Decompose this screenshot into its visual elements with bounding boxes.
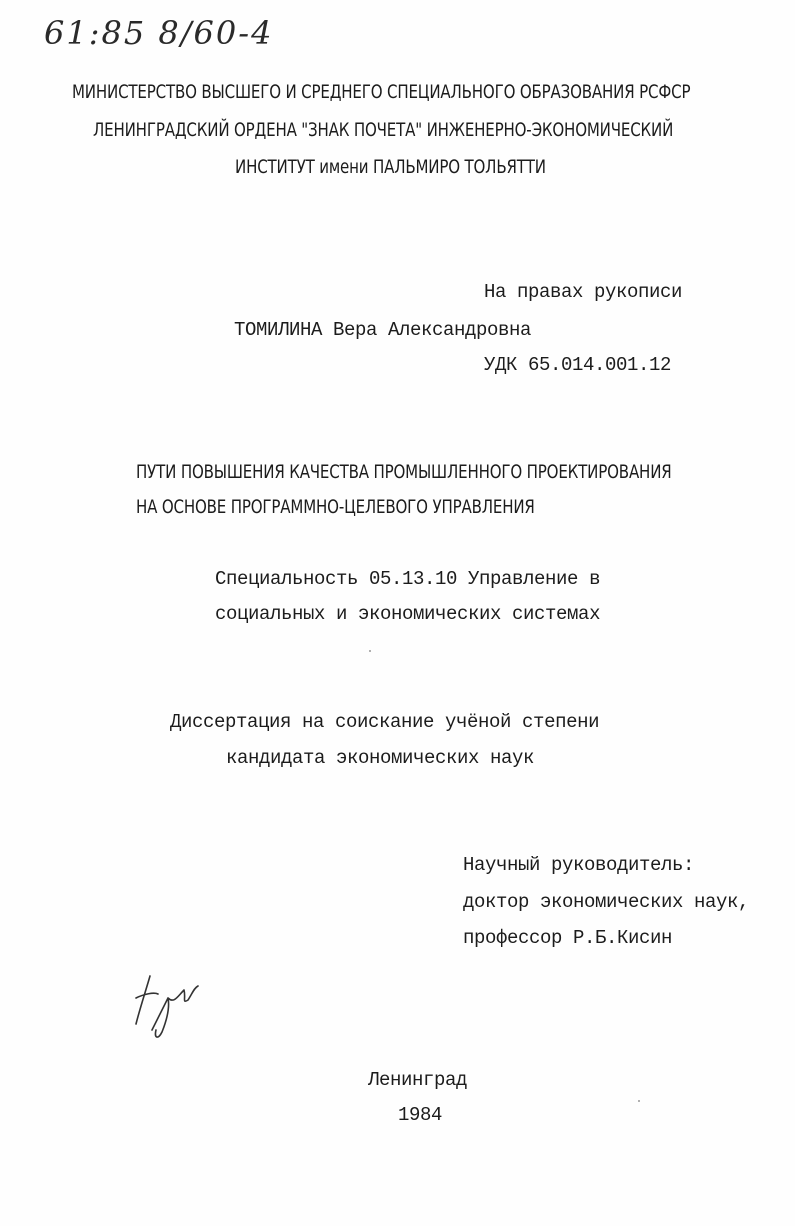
- supervisor-degree: доктор экономических наук,: [463, 891, 750, 913]
- specialty-line-1: Специальность 05.13.10 Управление в: [215, 568, 601, 590]
- specialty-line-2: социальных и экономических системах: [215, 603, 601, 625]
- udk-code: УДК 65.014.001.12: [484, 354, 672, 376]
- header-ministry: МИНИСТЕРСТВО ВЫСШЕГО И СРЕДНЕГО СПЕЦИАЛЬНОГО ОБРАЗОВАНИЯ РСФСР: [72, 81, 691, 103]
- paper-speck: [638, 1100, 640, 1102]
- dissertation-line-2: кандидата экономических наук: [226, 747, 535, 769]
- header-institute-name: ИНСТИТУТ имени ПАЛЬМИРО ТОЛЬЯТТИ: [235, 156, 546, 178]
- paper-speck: [369, 650, 371, 652]
- city: Ленинград: [368, 1069, 468, 1091]
- dissertation-line-1: Диссертация на соискание учёной степени: [170, 711, 600, 733]
- handwritten-signature: [128, 968, 208, 1048]
- author-name: ТОМИЛИНА Вера Александровна: [234, 319, 532, 341]
- header-institute: ЛЕНИНГРАДСКИЙ ОРДЕНА "ЗНАК ПОЧЕТА" ИНЖЕНЕРНО-ЭКОНОМИЧЕСКИЙ: [93, 119, 674, 141]
- title-line-2: НА ОСНОВЕ ПРОГРАММНО-ЦЕЛЕВОГО УПРАВЛЕНИЯ: [136, 496, 535, 518]
- year: 1984: [398, 1104, 443, 1126]
- rights-note: На правах рукописи: [484, 281, 683, 303]
- title-line-1: ПУТИ ПОВЫШЕНИЯ КАЧЕСТВА ПРОМЫШЛЕННОГО ПРОЕКТИРОВАНИЯ: [136, 461, 672, 483]
- supervisor-label: Научный руководитель:: [463, 854, 695, 876]
- supervisor-name: профессор Р.Б.Кисин: [463, 927, 673, 949]
- handwritten-archive-code: 61:85 8/60-4: [44, 14, 274, 52]
